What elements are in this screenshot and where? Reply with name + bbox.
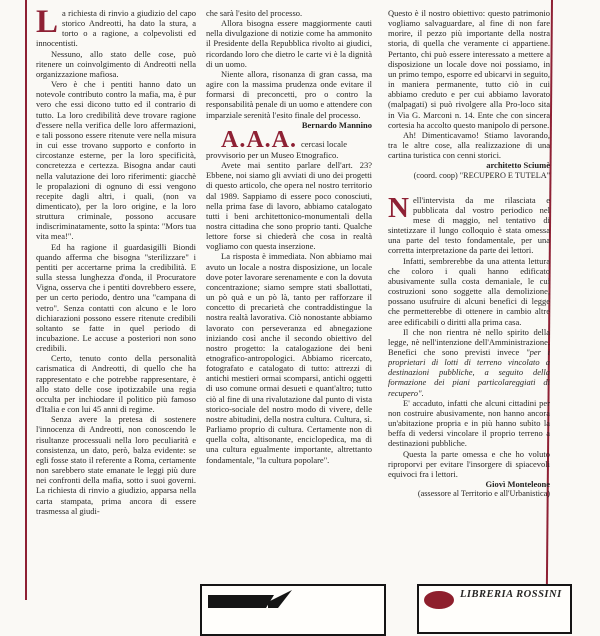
paragraph: Vero è che i pentiti hanno dato un notevole contributo contro la mafia, ma, è pur vero che essi dicono tutto ed il contrario di tutto. La loro credibilità deve trovare ragione d'essere nella verifica delle loro affermazioni, e tali possono essere ritenute vere nella misura in cui esse trovano supporto e conforto in circostanze esterne, per la loro specificità, concretezza e certezza. Bisogna andar cauti nella valutazione dei loro riferimenti: giacchè le propalazioni di ognuno di essi vengono recepite dagli altri, i quali, (non va dimenticato), per la loro origine, e la loro struttura criminale, possono accusare indiscriminatamente, sotto la spinta: "Mors tua vita mea!". bbox=[36, 79, 196, 242]
paragraph: Questa la parte omessa e che ho voluto riproporvi per evitare l'insorgere di spiacevoli equivoci fra i lettori. bbox=[388, 448, 550, 479]
paragraph: Senza avere la pretesa di sostenere l'innocenza di Andreotti, non conoscendo le risultanze processuali nella loro peculiarità e consistenza, un dato, però, balza evidente: se egli fosse stato il referente a Roma, certamente non sarebbero state emanate le leggi più dure nei confronti della mafia, sotto i suoi governi. La richiesta di rinvio a giudizio, apparsa nella carta stampata, prima ancora di essere trasmessa al giudi- bbox=[36, 414, 196, 516]
author-signature: Bernardo Mannino bbox=[301, 119, 372, 130]
author-signature: architetto Sciumè bbox=[486, 160, 550, 171]
paragraph: E' accaduto, infatti che alcuni cittadini per non costruire abusivamente, non hanno ancora un'abitazione propria e in più hanno subìto la beffa di vedersi vincolare il proprio terreno a destinazioni pubbliche. bbox=[388, 397, 550, 449]
paragraph bbox=[388, 191, 550, 256]
aaa-heading: A.A.A. bbox=[221, 126, 297, 153]
paragraph: che sarà l'esito del processo. bbox=[206, 8, 303, 18]
paragraph: La risposta è immediata. Non abbiamo mai avuto un locale a nostra disposizione, un locale dove poter lavorare serenamente e con la dovuta concentrazione; siamo sempre stati sballottati, un pò quà e un pò là, tanto per rafforzare il concetto di precarietà che contraddistingue la nostra realtà lavorativa. Ciò nonostante abbiamo lavorato con perseveranza ed abnegazione iniziando così anche il secondo obiettivo del nostro progetto: la catalogazione dei beni etnografico-antropologici. Abbiamo ricercato, fotografato e catalogato di tutto: attrezzi di antichi mestieri ormai scomparsi, antichi oggetti di uso comune ormai desueti e quant'altro; tutto ciò al fine di una rivalutazione dal punto di vista storico-sociale del nostro modo di vivere, delle nostre abitudini, della nostra cultura. Cultura, sì. Parliamo proprio di cultura. Certamente non di quella colta, altisonante, enciclopedica, ma di una cultura egualmente importante, altrettanto fondamentale, "la cultura popolare". bbox=[206, 251, 372, 465]
paragraph-text: Il che non rientra nè nello spirito della legge, nè nell'intenzione dell'Amministrazione. Benefici che sono previsti invece bbox=[388, 326, 550, 357]
left-page-rule bbox=[25, 0, 27, 600]
paragraph bbox=[388, 327, 550, 398]
paragraph: Nessuno, allo stato delle cose, può ritenere un coinvolgimento di Andreotti nella organizzazione mafiosa. bbox=[36, 48, 196, 79]
libreria-title: LIBRERIA ROSSINI bbox=[460, 589, 562, 600]
dropcap-N: N bbox=[388, 191, 409, 224]
paragraph-text: ell'intervista da me rilasciata e pubblicata dal vostro periodico nel mese di maggio, nel tentativo di sintetizzare il lungo colloquio è stata omessa una parte del testo fondamentale, per una corretta interpretazione da parte dei lettori. bbox=[388, 194, 550, 256]
paragraph: Niente allora, risonanza di gran cassa, ma agire con la massima prudenza onde evitare il formarsi di preconcetti, pro o contro la responsabilità penale di un uomo e attendere con imparziale serenità l'esito finale del processo. bbox=[206, 68, 372, 120]
author-role: (assessore al Territorio e all'Urbanistica) bbox=[417, 489, 550, 499]
paragraph bbox=[36, 8, 196, 49]
column-3 bbox=[388, 8, 550, 582]
paragraph: Infatti, sembrerebbe da una attenta lettura che coloro i quali hanno edificato abusivamente sulla costa demaniale, le cui costruzioni sono soggette alla demolizione, possano usufruire di alcuni benefici di legge che permetterebbe di ottenere in cambio altre aree edificabili o diritti alla prima casa. bbox=[388, 255, 550, 327]
paragraph: Allora bisogna essere maggiormente cauti nella divulgazione di notizie come ha ammonito il Presidente della Repubblica rivolto ai giudici, ricordando loro che dietro le carte vi è la dignità di un uomo. bbox=[206, 18, 372, 69]
paragraph: Certo, tenuto conto della personalità carismatica di Andreotti, di quello che ha rappresentato e che potrebbe rappresentare, è allo stato delle cose ipotizzabile una regia occulta per inchiodare il politico più famoso d'Italia e con lui 45 anni di regime. bbox=[36, 353, 196, 415]
paragraph: Avete mai sentito parlare dell'art. 23? Ebbene, noi siamo gli avviati di uno dei progetti di questo articolo, che opera nel nostro territorio dal 1989. Sappiamo di essere poco conosciuti, nella prima fase di lavoro, abbiamo catalogato tutti i beni architettonico-monumentali della nostra cittadina che sono proprio tanti. Qualche lettore forse si chiederà che cosa in realtà vogliamo con questa inserzione. bbox=[206, 160, 372, 252]
intervista-section bbox=[388, 191, 550, 500]
article-heading bbox=[206, 126, 372, 160]
quoted-law-text: "per i proprietari di lotti di terreno vincolato a destinazioni pubbliche, a seguito della formazione dei piani particolareggiati di recupero". bbox=[388, 347, 550, 398]
column-2 bbox=[206, 8, 372, 582]
author-role: (coord. coop) "RECUPERO E TUTELA" bbox=[413, 170, 550, 180]
advert-box-libreria bbox=[417, 584, 572, 634]
red-oval-logo-icon bbox=[424, 591, 454, 609]
advert-box-center bbox=[200, 584, 386, 636]
dropcap-L: L bbox=[36, 8, 59, 40]
heading-lead: cercasi locale provvisorio per un Museo Etnografico. bbox=[206, 138, 348, 160]
column-1 bbox=[36, 8, 196, 598]
author-signature: Giovì Monteleone bbox=[485, 479, 550, 490]
paragraph: Questo è il nostro obiettivo: questo patrimonio vogliamo salvaguardare, al fine di non fare morire, il pezzo più importante della nostra storia, di quella che veramente ci appartiene. Pertanto, chi può essere interessato a mettere a disposizione un locale dove noi possiamo, in un primo tempo, esporre ed ubicarvi in seguito, in maniera permanente, tutto ciò in cui abbiamo creduto e per cui abbiamo lavorato (malpagati) si può rivolgere alla Pro-loco sita in Via G. Marconi n. 14. Ente che con sincera cortesia ha accolto questo manipolo di persone. bbox=[388, 8, 550, 130]
paragraph: Ah! Dimenticavamo! Stiamo lavorando, tra le altre cose, alla realizzazione di una cartina turistica con cenni storici. bbox=[388, 129, 550, 161]
paragraph: Ed ha ragione il guardasigilli Biondi quando afferma che bisogna "sterilizzare" i pentiti per accertarne prima la credibilità. E sulla stessa lunghezza d'onda, il Procuratore Vigna, osserva che i pentiti dovrebbero essere, per un certo periodo, dentro una "campana di vetro". Senza contatti con alcuno e le loro dichiarazioni possono essere ritenute credibili soltanto se fatte in quel periodo di incubazione. Le accuse a posteriori non sono credibili. bbox=[36, 241, 196, 354]
black-angular-logo-icon bbox=[208, 590, 300, 612]
paragraph-text: a richiesta di rinvio a giudizio del capo storico Andreotti, ha dato la stura, a torto o a ragione, a colpevolisti ed innocentisti. bbox=[36, 8, 196, 49]
